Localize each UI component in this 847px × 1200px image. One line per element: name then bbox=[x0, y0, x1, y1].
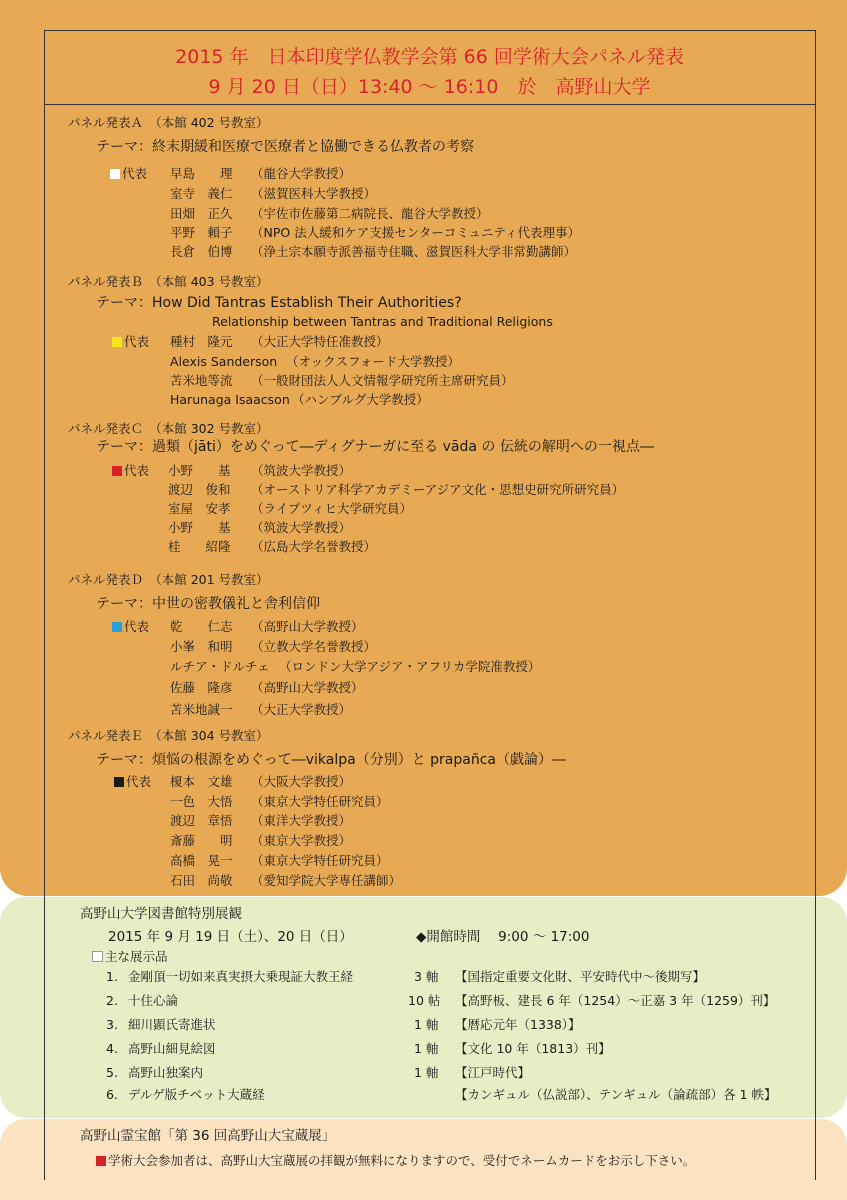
item-no: 2. bbox=[106, 993, 118, 1008]
member-aff: （広島大学名誉教授） bbox=[251, 539, 377, 554]
member-aff: （東京大学教授） bbox=[251, 833, 352, 848]
member-aff: （大正大学特任准教授） bbox=[251, 334, 389, 349]
member-aff: （浄土宗本願寺派善福寺住職、滋賀医科大学非常勤講師） bbox=[251, 244, 577, 259]
member-aff: （ハンブルグ大学教授） bbox=[292, 392, 429, 407]
item-qty: 1 軸 bbox=[414, 1041, 439, 1056]
member-name: 渡辺 俊和 bbox=[168, 482, 231, 497]
item-name: デルゲ版チベット大蔵経 bbox=[128, 1087, 265, 1102]
library-dates: 2015 年 9 月 19 日（土）、20 日（日） bbox=[108, 929, 353, 945]
item-note: 【江戸時代】 bbox=[455, 1065, 531, 1080]
item-no: 6. bbox=[106, 1087, 118, 1102]
member-aff: （NPO 法人緩和ケア支援センターコミュニティ代表理事） bbox=[251, 225, 580, 240]
member-aff: （ライプツィヒ大学研究員） bbox=[251, 501, 413, 516]
member-name: ルチア・ドルチェ bbox=[170, 659, 270, 674]
panel-b-rep bbox=[112, 334, 149, 350]
item-name: 高野山細見絵図 bbox=[128, 1041, 216, 1056]
blue-square-icon bbox=[112, 622, 122, 632]
member-name: 苫米地誠一 bbox=[170, 702, 233, 717]
member-aff: （愛知学院大学専任講師） bbox=[251, 873, 402, 888]
item-note: 【暦応元年（1338）】 bbox=[455, 1017, 581, 1032]
member-name: 苫米地等流 bbox=[170, 373, 233, 388]
member-name: 室寺 義仁 bbox=[170, 186, 233, 201]
item-no: 1. bbox=[106, 969, 118, 984]
item-name: 細川顕氏寄進状 bbox=[128, 1017, 216, 1032]
panel-d-rep bbox=[112, 619, 149, 635]
member-name: 種村 隆元 bbox=[170, 334, 233, 349]
rep-label: 代表 bbox=[126, 774, 152, 789]
header-title-line2: 9 月 20 日（日）13:40 ～ 16:10 於 高野山大学 bbox=[208, 76, 651, 98]
member-name: Harunaga Isaacson bbox=[170, 392, 290, 407]
library-title: 高野山大学図書館特別展観 bbox=[80, 906, 242, 922]
item-name: 金剛頂一切如来真実摂大乗現証大教王経 bbox=[128, 969, 354, 984]
member-name: 田畑 正久 bbox=[170, 206, 233, 221]
panel-a-head: パネル発表Ａ （本館 402 号教室） bbox=[68, 115, 269, 130]
item-qty: 1 軸 bbox=[414, 1065, 439, 1080]
member-name: 石田 尚敬 bbox=[170, 873, 233, 888]
item-no: 4. bbox=[106, 1041, 118, 1056]
member-name: 平野 頼子 bbox=[170, 225, 233, 240]
member-aff: （龍谷大学教授） bbox=[251, 166, 352, 181]
panel-c-theme: テーマ：過類（jāti）をめぐって―ディグナーガに至る vāda の 伝統の解明への一視点― bbox=[96, 439, 654, 455]
member-aff: （東京大学特任研究員） bbox=[251, 794, 389, 809]
item-qty: 3 軸 bbox=[414, 969, 439, 984]
item-qty: 10 帖 bbox=[408, 993, 441, 1008]
member-name: 佐藤 隆彦 bbox=[170, 680, 233, 695]
member-aff: （筑波大学教授） bbox=[251, 463, 352, 478]
member-aff: （滋賀医科大学教授） bbox=[251, 186, 377, 201]
panel-c-head: パネル発表Ｃ （本館 302 号教室） bbox=[68, 421, 269, 436]
member-aff: （東洋大学教授） bbox=[251, 813, 352, 828]
panel-e-theme: テーマ：煩悩の根源をめぐって―vikalpa（分別）と prapañca（戯論）― bbox=[96, 752, 566, 768]
member-aff: （東京大学特任研究員） bbox=[251, 853, 389, 868]
library-items-label bbox=[92, 949, 168, 965]
member-name: 高橋 晃一 bbox=[170, 853, 233, 868]
member-name: 渡辺 章悟 bbox=[170, 813, 233, 828]
panel-e-head: パネル発表Ｅ （本館 304 号教室） bbox=[68, 728, 269, 743]
rep-label: 代表 bbox=[124, 463, 150, 478]
member-aff: （宇佐市佐藤第二病院長、龍谷大学教授） bbox=[251, 206, 489, 221]
yellow-square-icon bbox=[112, 337, 122, 347]
item-no: 5. bbox=[106, 1065, 118, 1080]
member-name: 小野 基 bbox=[168, 463, 231, 478]
member-name: 一色 大悟 bbox=[170, 794, 233, 809]
museum-note bbox=[96, 1153, 695, 1169]
member-name: 小峯 和明 bbox=[170, 639, 233, 654]
member-name: 桂 紹隆 bbox=[168, 539, 231, 554]
panel-a-rep bbox=[110, 166, 147, 182]
member-name: 斎藤 明 bbox=[170, 833, 233, 848]
panel-d-theme: テーマ：中世の密教儀礼と舎利信仰 bbox=[96, 596, 320, 612]
white-square-icon bbox=[110, 169, 120, 179]
item-name: 十住心論 bbox=[128, 993, 179, 1008]
member-name: 小野 基 bbox=[168, 520, 231, 535]
member-aff: （オーストリア科学アカデミーアジア文化・思想史研究所研究員） bbox=[251, 482, 625, 497]
member-aff: （大阪大学教授） bbox=[251, 774, 352, 789]
member-aff: （オックスフォード大学教授） bbox=[286, 354, 460, 369]
member-name: 長倉 伯博 bbox=[170, 244, 233, 259]
panel-b-head: パネル発表Ｂ （本館 403 号教室） bbox=[68, 274, 269, 289]
rep-label: 代表 bbox=[122, 166, 148, 181]
member-aff: （一般財団法人人文情報学研究所主席研究員） bbox=[251, 373, 514, 388]
member-aff: （高野山大学教授） bbox=[251, 619, 364, 634]
library-hours: ◆開館時間 9:00 ～ 17:00 bbox=[416, 929, 590, 945]
museum-note-text: 学術大会参加者は、高野山大宝蔵展の拝観が無料になりますので、受付でネームカードをお示し下さい。 bbox=[108, 1153, 696, 1168]
rep-label: 代表 bbox=[124, 619, 150, 634]
header-rule bbox=[44, 104, 815, 105]
item-note: 【文化 10 年（1813）刊】 bbox=[455, 1041, 611, 1056]
panel-c-rep bbox=[112, 463, 149, 479]
black-square-icon bbox=[114, 777, 124, 787]
panel-b-subtheme: Relationship between Tantras and Traditional Religions bbox=[212, 314, 553, 329]
item-note: 【高野板、建長 6 年（1254）～正嘉 3 年（1259）刊】 bbox=[455, 993, 776, 1008]
item-note: 【国指定重要文化財、平安時代中～後期写】 bbox=[455, 969, 706, 984]
white-square-icon bbox=[92, 951, 103, 962]
panel-b-theme: テーマ：How Did Tantras Establish Their Authorities? bbox=[96, 295, 462, 311]
frame-top-rule bbox=[44, 30, 815, 31]
panel-e-rep bbox=[114, 774, 151, 790]
header-title-line1: 2015 年 日本印度学仏教学会第 66 回学術大会パネル発表 bbox=[175, 46, 684, 68]
rep-label: 代表 bbox=[124, 334, 150, 349]
member-name: 榎本 文雄 bbox=[170, 774, 233, 789]
member-name: 早島 理 bbox=[170, 166, 233, 181]
museum-title: 高野山霊宝館「第 36 回高野山大宝蔵展」 bbox=[80, 1128, 336, 1144]
red-square-icon bbox=[112, 466, 122, 476]
member-aff: （高野山大学教授） bbox=[251, 680, 364, 695]
member-name: 乾 仁志 bbox=[170, 619, 233, 634]
item-qty: 1 軸 bbox=[414, 1017, 439, 1032]
member-aff: （ロンドン大学アジア・アフリカ学院准教授） bbox=[279, 659, 541, 674]
item-no: 3. bbox=[106, 1017, 118, 1032]
member-name: 室屋 安孝 bbox=[168, 501, 231, 516]
panel-a-theme: テーマ：終末期緩和医療で医療者と協働できる仏教者の考察 bbox=[96, 139, 474, 155]
item-note: 【カンギュル（仏説部）、テンギュル（論疏部）各 1 帙】 bbox=[455, 1087, 777, 1102]
red-square-icon bbox=[96, 1156, 106, 1166]
item-name: 高野山独案内 bbox=[128, 1065, 204, 1080]
panel-d-head: パネル発表Ｄ （本館 201 号教室） bbox=[68, 572, 269, 587]
items-label-text: 主な展示品 bbox=[105, 949, 168, 964]
member-name: Alexis Sanderson bbox=[170, 354, 278, 369]
member-aff: （筑波大学教授） bbox=[251, 520, 352, 535]
member-aff: （立教大学名誉教授） bbox=[251, 639, 377, 654]
member-aff: （大正大学教授） bbox=[251, 702, 352, 717]
